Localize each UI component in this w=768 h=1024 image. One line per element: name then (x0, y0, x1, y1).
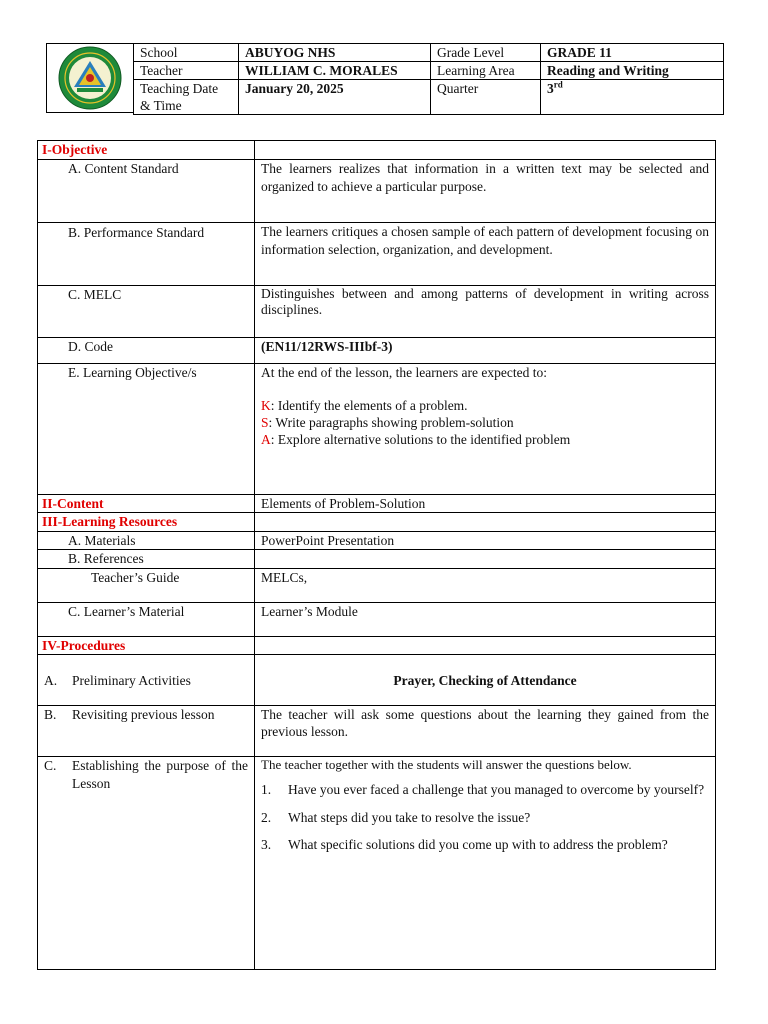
teaching-date-value: January 20, 2025 (239, 80, 431, 115)
lo-intro: At the end of the lesson, the learners are expected to: (261, 364, 548, 380)
learning-resources-title: III-Learning Resources (38, 513, 255, 532)
learners-material-value: Learner’s Module (255, 602, 716, 636)
performance-standard-value: The learners critiques a chosen sample of each pattern of development focusing on information selection, organization, and development. (255, 222, 716, 285)
procedures-title: IV-Procedures (38, 636, 255, 655)
purpose-intro: The teacher together with the students will answer the questions below. (261, 757, 632, 773)
performance-standard-label: B. Performance Standard (38, 222, 255, 285)
list-item: 1. Have you ever faced a challenge that you managed to overcome by yourself? (261, 782, 705, 798)
code-label: D. Code (38, 337, 255, 363)
materials-value: PowerPoint Presentation (255, 531, 716, 550)
question-list (261, 780, 709, 855)
lo-skill: S: Write paragraphs showing problem-solution (261, 414, 514, 430)
lo-knowledge: K: Identify the elements of a problem. (261, 397, 468, 413)
quarter-label: Quarter (431, 80, 541, 115)
melc-value: Distinguishes between and among patterns of development in writing across disciplines. (255, 285, 716, 337)
list-item: 2. What steps did you take to resolve the issue? (261, 809, 531, 825)
quarter-value: 3rd (541, 80, 724, 115)
revisiting-lesson-label: B. Revisiting previous lesson (38, 706, 255, 757)
references-label: B. References (38, 550, 255, 569)
content-section-title: II-Content (38, 494, 255, 513)
teachers-guide-value: MELCs, (255, 568, 716, 602)
revisiting-lesson-value: The teacher will ask some questions about the learning they gained from the previous lesson. (255, 706, 716, 757)
preliminary-activities-label: A. Preliminary Activities (38, 655, 255, 706)
content-standard-value: The learners realizes that information in a written text may be selected and organized to achieve a particular purpose. (255, 159, 716, 222)
establishing-purpose-value (255, 757, 716, 970)
objective-section-title: I-Objective (38, 141, 255, 160)
teachers-guide-label: Teacher’s Guide (38, 568, 255, 602)
learning-area-value: Reading and Writing (541, 62, 724, 80)
grade-level-label: Grade Level (431, 44, 541, 62)
lesson-plan-table (37, 140, 716, 970)
melc-label: C. MELC (38, 285, 255, 337)
content-standard-label: A. Content Standard (38, 159, 255, 222)
code-value: (EN11/12RWS-IIIbf-3) (255, 337, 716, 363)
materials-label: A. Materials (38, 531, 255, 550)
establishing-purpose-label: C. Establishing the purpose of the Lesson (38, 757, 255, 970)
learning-area-label: Learning Area (431, 62, 541, 80)
school-label: School (134, 44, 239, 62)
teacher-value: WILLIAM C. MORALES (239, 62, 431, 80)
teacher-label: Teacher (134, 62, 239, 80)
preliminary-activities-value: Prayer, Checking of Attendance (255, 655, 716, 706)
header-info-table (133, 43, 724, 115)
school-value: ABUYOG NHS (239, 44, 431, 62)
learning-objectives-label: E. Learning Objective/s (38, 363, 255, 494)
teaching-date-label: Teaching Date & Time (134, 80, 239, 115)
learning-objectives-value (255, 363, 716, 494)
school-seal-icon (55, 45, 125, 111)
content-value: Elements of Problem-Solution (255, 494, 716, 513)
list-item: 3. What specific solutions did you come up with to address the problem? (261, 837, 668, 853)
learners-material-label: C. Learner’s Material (38, 602, 255, 636)
lo-attitude: A: Explore alternative solutions to the identified problem (261, 431, 571, 447)
logo-box (46, 43, 134, 113)
grade-level-value: GRADE 11 (541, 44, 724, 62)
